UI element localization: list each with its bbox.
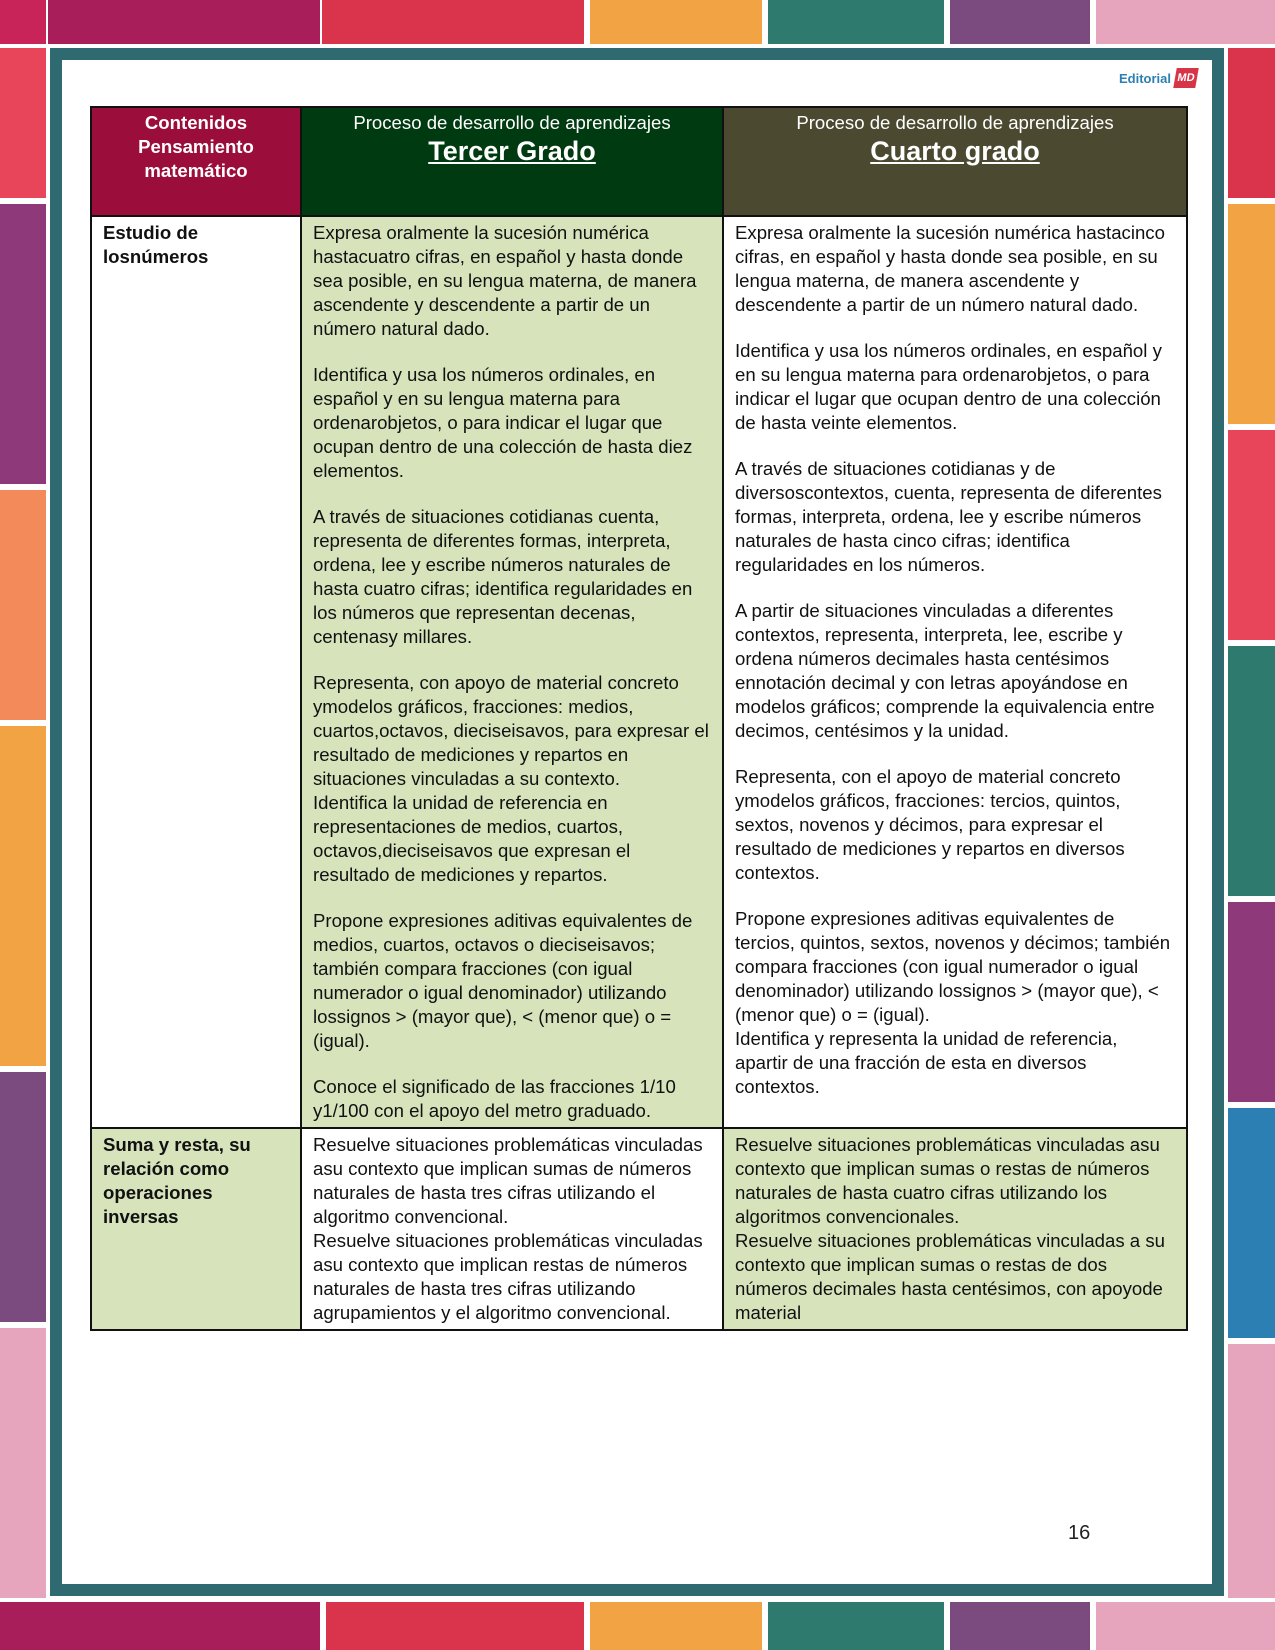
publisher-logo [1119, 68, 1197, 88]
logo-mark-icon: MD [1173, 68, 1199, 88]
fourth-paragraph: Representa, con el apoyo de material concreto ymodelos gráficos, fracciones: tercios, quintos, sextos, novenos y décimos, para expresar el resultado de mediciones y repartos en diversos contextos. [735, 766, 1125, 883]
fourth-paragraph: Identifica y representa la unidad de referencia, apartir de una fracción de esta en diversos contextos. [735, 1028, 1118, 1097]
third-grade-cell [301, 216, 723, 1128]
decor-tile [1228, 1108, 1275, 1338]
decor-tile [1096, 0, 1275, 44]
decor-tile [1228, 1344, 1275, 1598]
decor-tile [1228, 204, 1275, 424]
decor-tile [768, 0, 944, 44]
fourth-paragraph: Identifica y usa los números ordinales, en español y en su lengua materna para ordenarobjetos, o para indicar el lugar que ocupan dentro de una colección de hasta veinte elementos. [735, 340, 1162, 433]
decor-tile [1096, 1602, 1275, 1650]
curriculum-table [90, 106, 1188, 1331]
decor-tile [0, 48, 46, 198]
decor-tile [0, 726, 46, 1066]
third-paragraph: Identifica y usa los números ordinales, en español y en su lengua materna para ordenarobjetos, o para indicar el lugar que ocupan dentro de una colección de hasta diez elementos. [313, 364, 693, 481]
fourth-paragraph: Resuelve situaciones problemáticas vinculadas a su contexto que implican sumas o restas de dos números decimales hasta centésimos, con apoyode material [735, 1230, 1165, 1323]
third-paragraph: Representa, con apoyo de material concreto ymodelos gráficos, fracciones: medios, cuartos,octavos, dieciseisavos, para expresar el resultado de mediciones y repartos en situaciones vinculadas a su contexto. [313, 672, 709, 789]
decor-tile [0, 1072, 46, 1322]
fourth-grade-cell [723, 1128, 1187, 1330]
topic-cell: Suma y resta, su relación como operaciones inversas [91, 1128, 301, 1330]
decor-tile [590, 0, 762, 44]
decor-tile [590, 1602, 762, 1650]
decor-tile [48, 0, 320, 44]
third-paragraph: Expresa oralmente la sucesión numérica hastacuatro cifras, en español y hasta donde sea posible, en su lengua materna, de manera ascendente y descendente a partir de un número natural dado. [313, 222, 697, 339]
page-number: 16 [1068, 1522, 1091, 1544]
decor-tile [0, 1328, 46, 1598]
decor-tile [1228, 430, 1275, 640]
third-paragraph: Identifica la unidad de referencia en representaciones de medios, cuartos, octavos,dieciseisavos que expresan el resultado de mediciones y repartos. [313, 792, 631, 885]
decor-tile [950, 0, 1090, 44]
table-header-row [91, 107, 1187, 216]
third-grade-cell [301, 1128, 723, 1330]
fourth-paragraph: Expresa oralmente la sucesión numérica hastacinco cifras, en español y hasta donde sea posible, en su lengua materna, de manera ascendente y descendente a partir de un número natural dado. [735, 222, 1165, 315]
third-paragraph: Conoce el significado de las fracciones 1/10 y1/100 con el apoyo del metro graduado. [313, 1076, 676, 1121]
decor-tile [1228, 902, 1275, 1102]
decor-tile [1228, 48, 1275, 198]
fourth-paragraph: A través de situaciones cotidianas y de diversoscontextos, cuenta, representa de diferentes formas, interpreta, ordena, lee y escribe números naturales de hasta cinco cifras; identifica regularidades en los números. [735, 458, 1162, 575]
decor-tile [0, 204, 46, 484]
table-row [91, 1128, 1187, 1330]
third-paragraph: Resuelve situaciones problemáticas vinculadas asu contexto que implican sumas de números naturales de hasta tres cifras utilizando el algoritmo convencional. [313, 1134, 703, 1227]
header-fourth-grade-title: Cuarto grado [870, 136, 1040, 166]
header-third-grade [301, 107, 723, 216]
decor-tile [326, 1602, 584, 1650]
third-paragraph: Resuelve situaciones problemáticas vinculadas asu contexto que implican restas de números naturales de hasta tres cifras utilizando agrupamientos y el algoritmo convencional. [313, 1230, 703, 1323]
fourth-paragraph: A partir de situaciones vinculadas a diferentes contextos, representa, interpreta, lee, escribe y ordena números decimales hasta centésimos ennotación decimal y con letras apoyándose en modelos gráficos; comprende la equivalencia entre decimos, centésimos y la unidad. [735, 600, 1155, 741]
decor-tile [322, 0, 584, 44]
decor-tile [0, 1602, 320, 1650]
decor-tile [1228, 646, 1275, 896]
fourth-paragraph: Propone expresiones aditivas equivalentes de tercios, quintos, sextos, novenos y décimos; también compara fracciones (con igual numerador o igual denominador) utilizando lossignos > (mayor que), < (menor que) o = (igual). [735, 908, 1171, 1025]
header-third-grade-title: Tercer Grado [428, 136, 596, 166]
decor-tile [768, 1602, 944, 1650]
logo-text: Editorial [1118, 70, 1171, 86]
topic-cell: Estudio de losnúmeros [91, 216, 301, 1128]
table-row [91, 216, 1187, 1128]
header-contents: Contenidos Pensamiento matemático [91, 107, 301, 216]
third-paragraph: Propone expresiones aditivas equivalentes de medios, cuartos, octavos o dieciseisavos; también compara fracciones (con igual numerador o igual denominador) utilizando lossignos > (mayor que), < (menor que) o = (igual). [313, 910, 693, 1051]
decor-tile [950, 1602, 1090, 1650]
header-fourth-grade [723, 107, 1187, 216]
fourth-paragraph: Resuelve situaciones problemáticas vinculadas asu contexto que implican sumas o restas de números naturales de hasta cuatro cifras utilizando los algoritmos convencionales. [735, 1134, 1160, 1227]
decor-tile [0, 0, 46, 44]
header-third-process: Proceso de desarrollo de aprendizajes [353, 112, 671, 133]
decor-tile [0, 490, 46, 720]
header-fourth-process: Proceso de desarrollo de aprendizajes [796, 112, 1114, 133]
third-paragraph: A través de situaciones cotidianas cuenta, representa de diferentes formas, interpreta, ordena, lee y escribe números naturales de hasta cuatro cifras; identifica regularidades en los números que representan decenas, centenasy millares. [313, 506, 693, 647]
fourth-grade-cell [723, 216, 1187, 1128]
